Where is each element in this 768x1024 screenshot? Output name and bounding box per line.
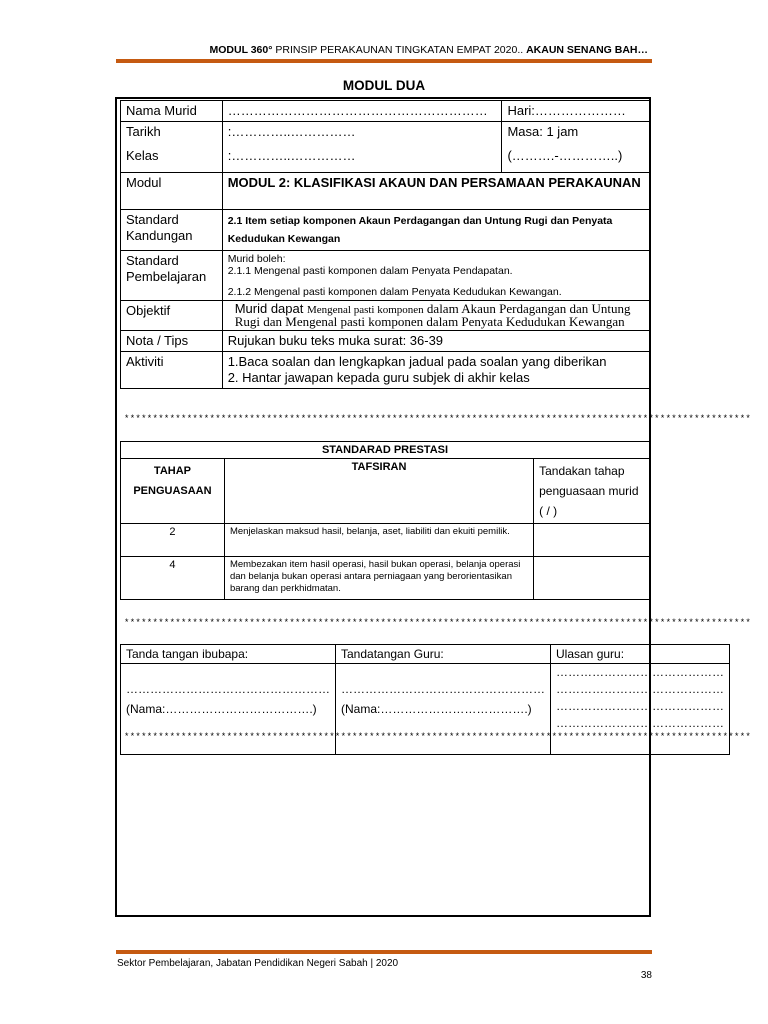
modul-value: MODUL 2: KLASIFIKASI AKAUN DAN PERSAMAAN PERAKAUNAN <box>222 173 649 210</box>
obj-label: Objektif <box>121 301 223 331</box>
tahap-value: 4 <box>121 557 225 600</box>
header-bold-prefix: MODUL 360° <box>209 44 273 56</box>
row-tarikh-kelas <box>121 122 650 173</box>
masa-text: Masa: 1 jam <box>507 124 579 139</box>
row-modul <box>121 173 650 210</box>
tahap-value: 2 <box>121 524 225 557</box>
obj-text-c: dalam Akaun Perdagangan dan Untung Rugi dan Mengenal pasti komponen dalam Penyata Kedudukan Kewangan <box>234 301 631 329</box>
aktiviti-label: Aktiviti <box>121 352 223 389</box>
prestasi-row <box>121 557 650 600</box>
comment-line-2[interactable]: …………………………………… <box>556 682 724 696</box>
sp-item-2: 2.1.2 Mengenal pasti komponen dalam Penyata Kedudukan Kewangan. <box>227 286 562 298</box>
col-tahap-header: TAHAP PENGUASAAN <box>121 459 225 524</box>
row-aktiviti <box>121 352 650 389</box>
footer-text: Sektor Pembelajaran, Jabatan Pendidikan Negeri Sabah | 2020 <box>117 958 399 969</box>
parent-signature-label: Tanda tangan ibubapa: <box>121 645 336 664</box>
modul-label: Modul <box>121 173 223 210</box>
row-standard-pembelajaran <box>121 251 650 301</box>
kelas-label: Kelas <box>126 148 159 163</box>
info-table <box>120 100 650 389</box>
tafsiran-value: Menjelaskan maksud hasil, belanja, aset, liabiliti dan ekuiti pemilik. <box>224 524 533 557</box>
header-bold-suffix: AKAUN SENANG BAH… <box>526 44 648 56</box>
tarikh-field[interactable]: :…………..…………… <box>227 124 356 139</box>
header-mid: PRINSIP PERAKAUNAN TINGKATAN EMPAT 2020.. <box>272 44 527 56</box>
footer-divider <box>116 950 652 954</box>
teacher-comment-label: Ulasan guru: <box>551 645 730 664</box>
sp-label: Standard Pembelajaran <box>121 251 223 301</box>
sp-intro: Murid boleh: <box>227 253 286 265</box>
parent-name-field[interactable]: (Nama:……………………………….) <box>126 702 317 716</box>
row-objektif <box>121 301 650 331</box>
stars-divider-1: ************************************************************************************************************** <box>124 414 752 424</box>
nota-label: Nota / Tips <box>121 331 223 352</box>
tandakan-cell[interactable] <box>534 557 650 600</box>
obj-text-b: Mengenal pasti komponen <box>306 304 424 316</box>
sp-item-1: 2.1.1 Mengenal pasti komponen dalam Penyata Pendapatan. <box>227 265 513 277</box>
teacher-signature-line[interactable]: …………………………………………… <box>341 682 545 696</box>
stars-divider-2: ************************************************************************************************************** <box>124 618 752 628</box>
parent-signature-line[interactable]: …………………………………………… <box>126 682 330 696</box>
header-divider <box>116 59 652 63</box>
row-nama <box>121 101 650 122</box>
nota-value: Rujukan buku teks muka surat: 36-39 <box>222 331 649 352</box>
comment-line-4[interactable]: …………………………………… <box>556 716 724 730</box>
comment-line-3[interactable]: …………………………………… <box>556 699 724 713</box>
kelas-time-field[interactable]: (……….-…………..) <box>507 148 623 163</box>
tafsiran-value: Membezakan item hasil operasi, hasil bukan operasi, belanja operasi dan belanja bukan operasi antara perniagaan yang berorientasikan barang dan perkhidmatan. <box>224 557 533 600</box>
stars-divider-3: ************************************************************************************************************** <box>124 732 752 742</box>
col-tafsiran-header: TAFSIRAN <box>224 459 533 524</box>
hari-field[interactable]: Hari:………………… <box>502 101 650 122</box>
page-number: 38 <box>640 970 652 981</box>
aktiviti-item-1: 1.Baca soalan dan lengkapkan jadual pada soalan yang diberikan <box>227 354 607 369</box>
obj-text-a: Murid dapat <box>234 301 307 316</box>
page-header <box>209 44 648 56</box>
sk-label: Standard Kandungan <box>121 210 223 251</box>
col-tandakan-header: Tandakan tahap penguasaan murid ( / ) <box>534 459 650 524</box>
prestasi-title: STANDARAD PRESTASI <box>121 442 650 459</box>
prestasi-table <box>120 441 650 600</box>
teacher-name-field[interactable]: (Nama:……………………………….) <box>341 702 532 716</box>
teacher-signature-label: Tandatangan Guru: <box>336 645 551 664</box>
row-nota <box>121 331 650 352</box>
page-title: MODUL DUA <box>342 78 426 93</box>
nama-field[interactable]: …………………………………………………… <box>222 101 502 122</box>
aktiviti-item-2: 2. Hantar jawapan kepada guru subjek di akhir kelas <box>227 370 530 385</box>
row-standard-kandungan <box>121 210 650 251</box>
comment-line-1[interactable]: …………………………………… <box>556 665 724 679</box>
sk-value: 2.1 Item setiap komponen Akaun Perdagangan dan Untung Rugi dan Penyata Kedudukan Kewangan <box>222 210 649 251</box>
prestasi-row <box>121 524 650 557</box>
nama-label: Nama Murid <box>121 101 223 122</box>
tarikh-label: Tarikh <box>126 124 161 139</box>
kelas-field[interactable]: :…………..…………… <box>227 148 356 163</box>
tandakan-cell[interactable] <box>534 524 650 557</box>
